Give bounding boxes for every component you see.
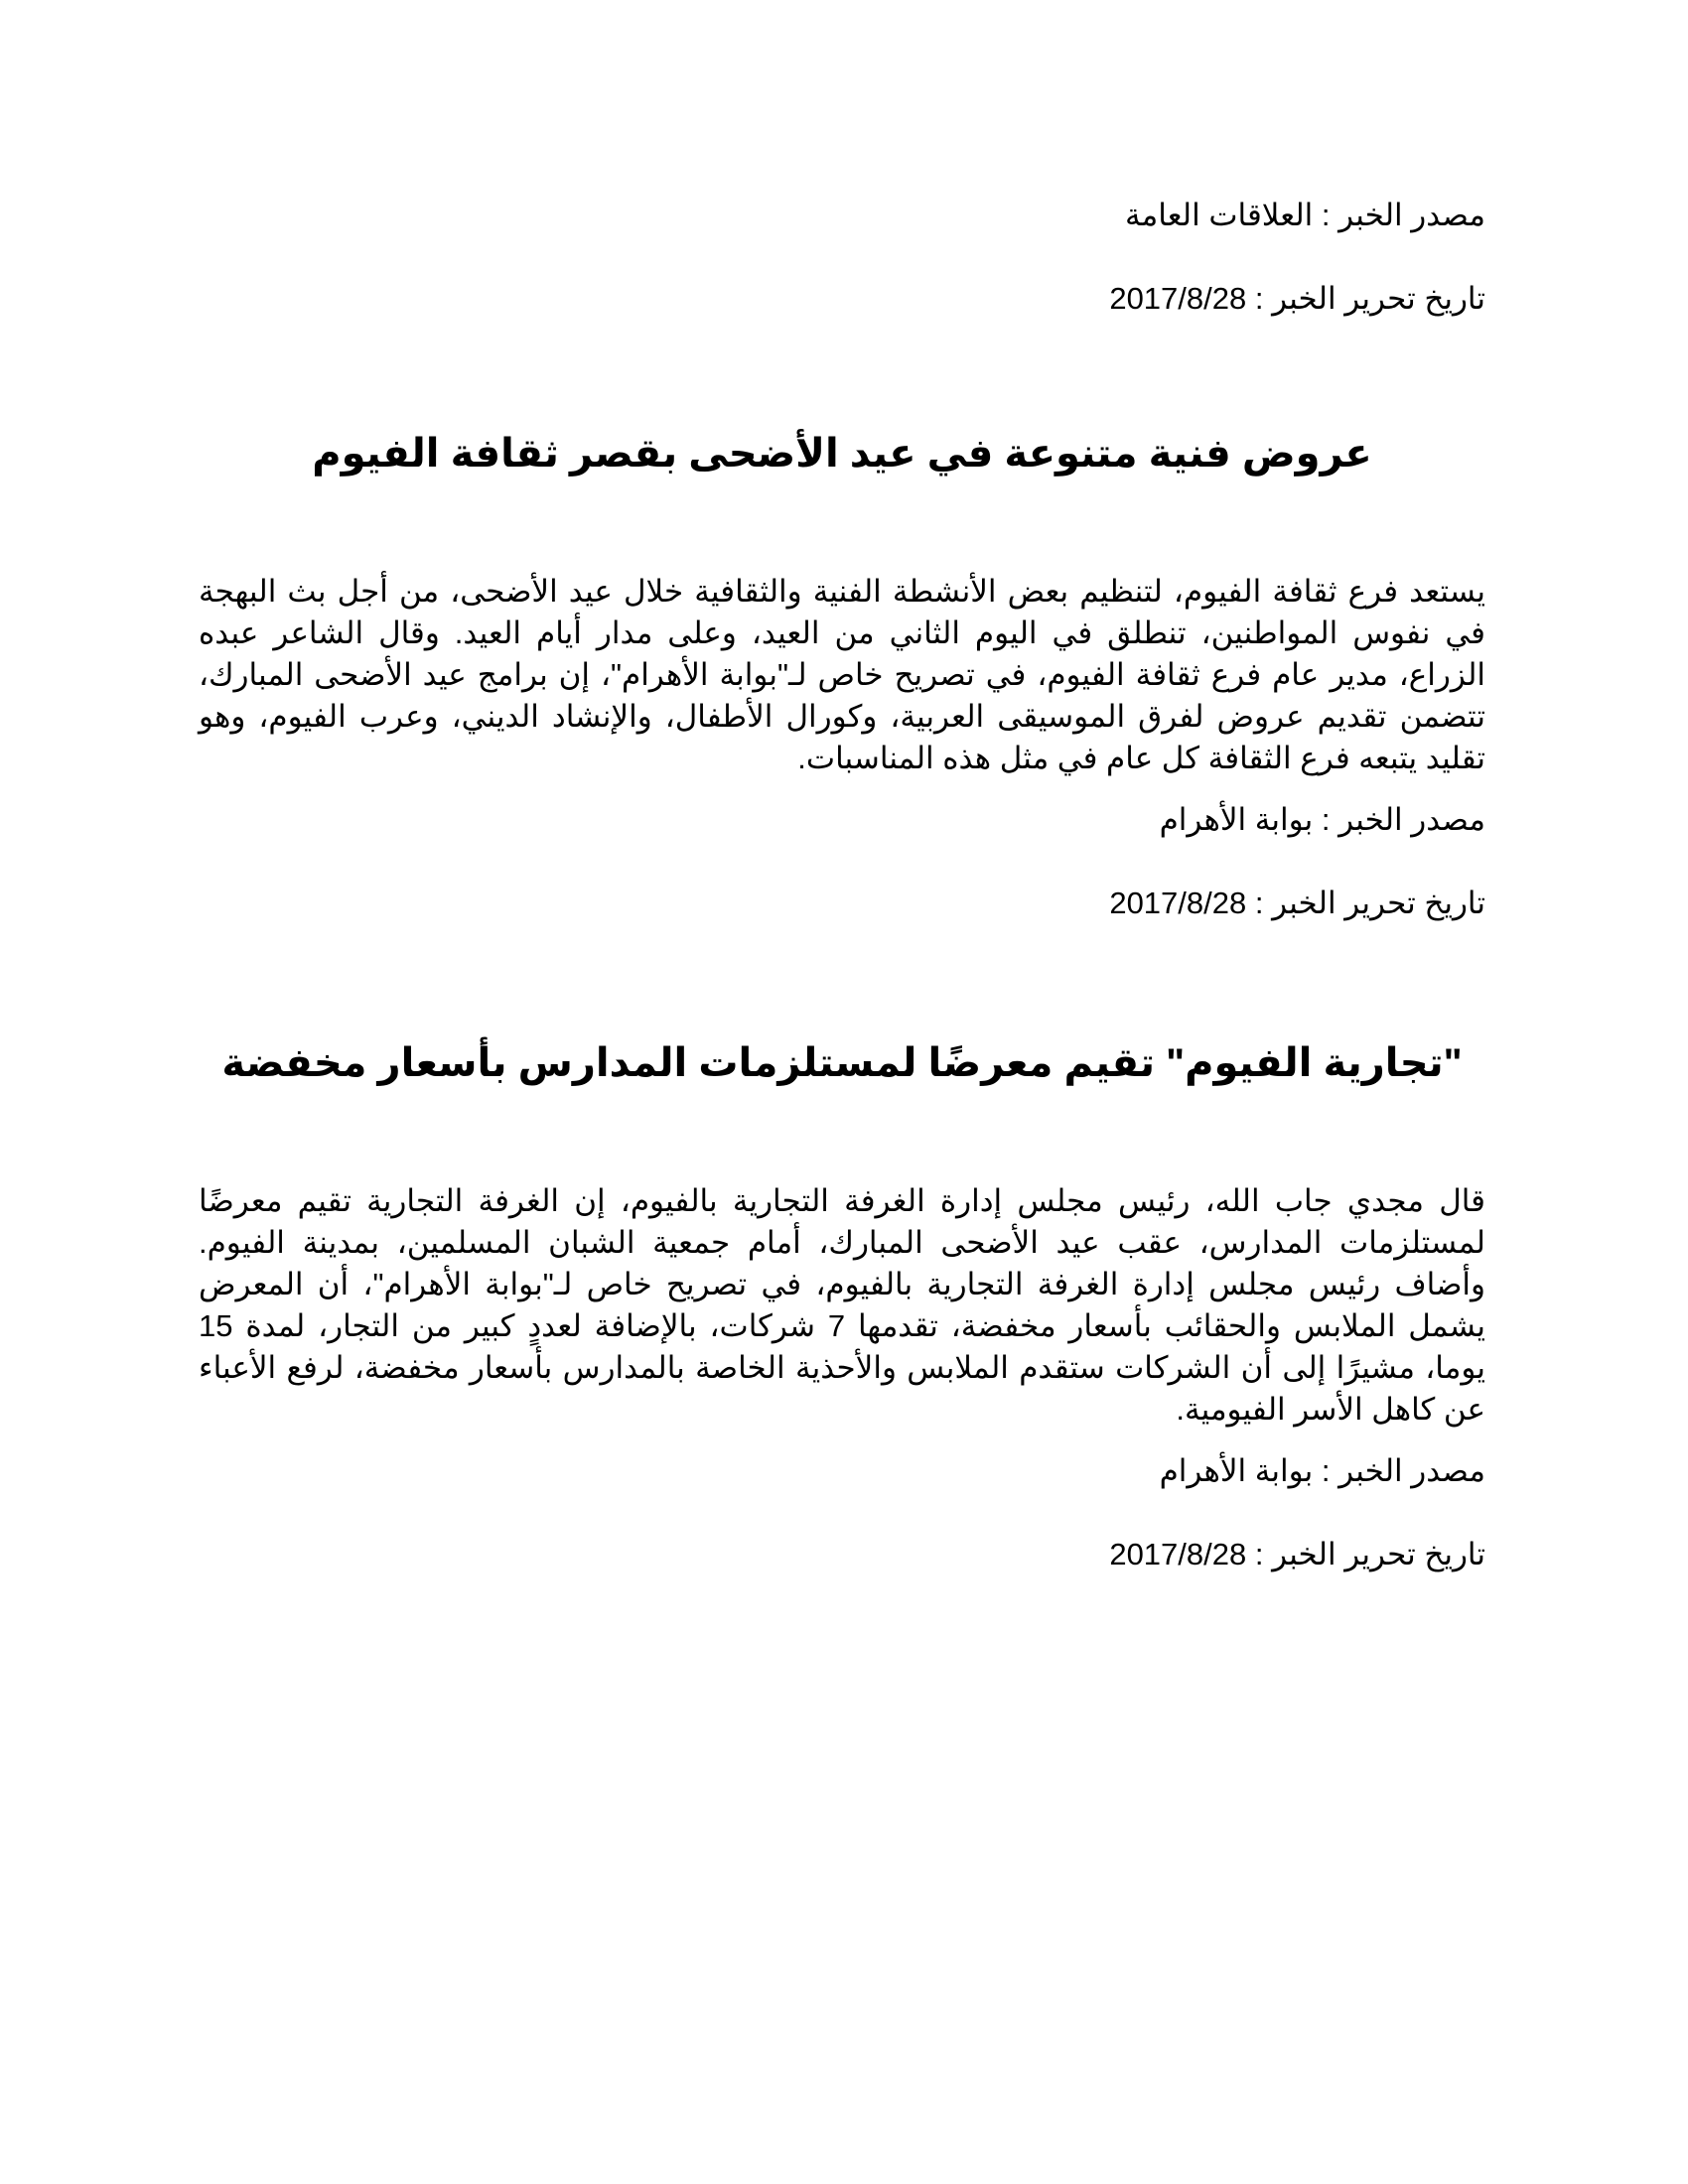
article-1-date: تاريخ تحرير الخبر : 2017/8/28: [1109, 886, 1485, 920]
article-1-source: مصدر الخبر : بوابة الأهرام: [1159, 802, 1485, 837]
header-date: تاريخ تحرير الخبر : 2017/8/28: [1109, 281, 1485, 316]
article-2-source: مصدر الخبر : بوابة الأهرام: [1159, 1453, 1485, 1488]
document-content: [199, 197, 1485, 1573]
header-source: مصدر الخبر : العلاقات العامة: [1125, 198, 1485, 232]
article-2: [199, 1038, 1485, 1573]
article-2-title: "تجارية الفيوم" تقيم معرضًا لمستلزمات المدارس بأسعار مخفضة: [221, 1041, 1463, 1085]
article-1-title: عروض فنية متنوعة في عيد الأضحى بقصر ثقافة الفيوم: [312, 432, 1372, 476]
article-2-body: قال مجدي جاب الله، رئيس مجلس إدارة الغرفة التجارية بالفيوم، إن الغرفة التجارية تقيم معرضًا لمستلزمات المدارس، عقب عيد الأضحى المبارك، أمام جمعية الشبان المسلمين، بمدينة الفيوم. وأضاف رئيس مجلس إدارة الغرفة التجارية بالفيوم، في تصريح خاص لـ"بوابة الأهرام"، أن المعرض يشمل الملابس والحقائب بأسعار مخفضة، تقدمها 7 شركات، بالإضافة لعددٍ كبير من التجار، لمدة 15 يوما، مشيرًا إلى أن الشركات ستقدم الملابس والأحذية الخاصة بالمدارس بأسعار مخفضة، لرفع الأعباء عن كاهل الأسر الفيومية.: [199, 1183, 1485, 1427]
article-1-body: يستعد فرع ثقافة الفيوم، لتنظيم بعض الأنشطة الفنية والثقافية خلال عيد الأضحى، من أجل بث البهجة في نفوس المواطنين، تنطلق في اليوم الثاني من العيد، وعلى مدار أيام العيد. وقال الشاعر عبده الزراع، مدير عام فرع ثقافة الفيوم، في تصريح خاص لـ"بوابة الأهرام"، إن برامج عيد الأضحى المبارك، تتضمن تقديم عروض لفرق الموسيقى العربية، وكورال الأطفال، والإنشاد الديني، وعرب الفيوم، وهو تقليد يتبعه فرع الثقافة كل عام في مثل هذه المناسبات.: [199, 574, 1485, 775]
article-1: [199, 429, 1485, 922]
article-2-date: تاريخ تحرير الخبر : 2017/8/28: [1109, 1537, 1485, 1571]
